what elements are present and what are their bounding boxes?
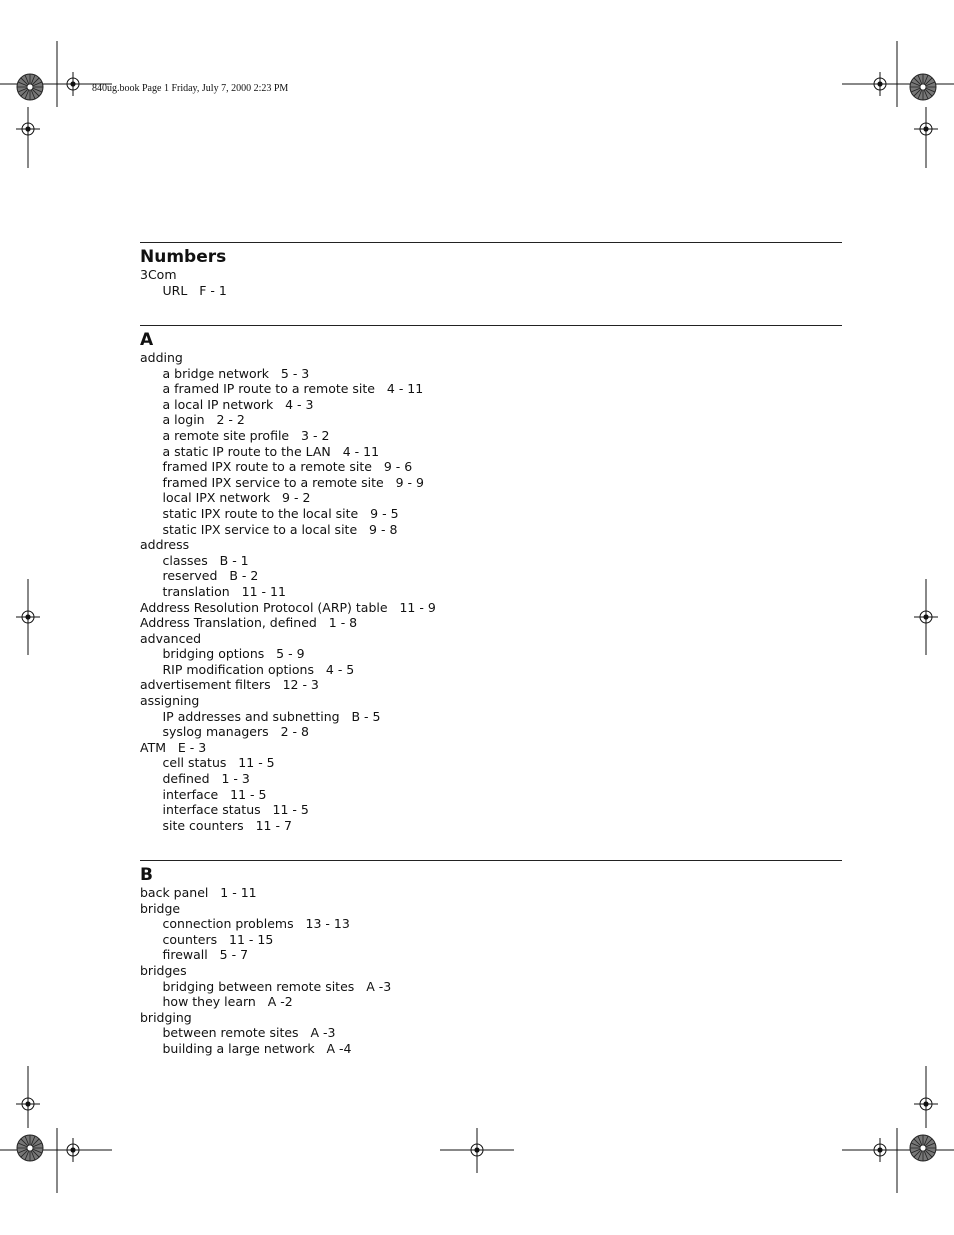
index-section-numbers <box>140 242 842 298</box>
registration-mark-icon <box>868 72 892 96</box>
index-subentry: static IPX service to a local site 9 - 8 <box>162 521 398 537</box>
index-subentry: RIP modification options 4 - 5 <box>162 661 355 677</box>
index-subentry: URL F - 1 <box>162 282 227 298</box>
index-entry: address <box>140 537 190 553</box>
index-subentry: defined 1 - 3 <box>162 771 250 787</box>
index-subentry: connection problems 13 - 13 <box>162 916 350 932</box>
registration-mark-icon <box>914 605 938 629</box>
section-rule <box>140 242 842 243</box>
entry-list <box>140 885 842 1057</box>
index-subentry: firewall 5 - 7 <box>162 947 249 963</box>
starburst-target-icon <box>17 74 43 100</box>
index-subentry: a framed IP route to a remote site 4 - 11 <box>162 381 424 397</box>
index-subentry: translation 11 - 11 <box>162 583 286 599</box>
index-subentry: how they learn A -2 <box>162 994 293 1010</box>
index-subentry: a bridge network 5 - 3 <box>162 365 310 381</box>
index-entry: advertisement filters 12 - 3 <box>140 677 319 693</box>
registration-mark-icon <box>61 72 85 96</box>
registration-mark-icon <box>16 1092 40 1116</box>
index-subentry: syslog managers 2 - 8 <box>162 724 309 740</box>
index-subentry: site counters 11 - 7 <box>162 817 292 833</box>
index-subentry: a remote site profile 3 - 2 <box>162 427 330 443</box>
index-entry: adding <box>140 350 183 365</box>
index-subentry: reserved B - 2 <box>162 568 259 584</box>
registration-mark-icon <box>914 1092 938 1116</box>
index-entry: bridging <box>140 1009 192 1025</box>
index-subentry: a local IP network 4 - 3 <box>162 396 314 412</box>
registration-mark-icon <box>868 1138 892 1162</box>
registration-mark-icon <box>465 1138 489 1162</box>
registration-mark-icon <box>914 117 938 141</box>
index-entry: advanced <box>140 630 202 646</box>
entry-list <box>140 267 842 298</box>
index-subentry: interface status 11 - 5 <box>162 802 309 818</box>
index-entry: 3Com <box>140 267 177 282</box>
index-subentry: framed IPX service to a remote site 9 - 9 <box>162 474 424 490</box>
index-subentry: local IPX network 9 - 2 <box>162 490 311 506</box>
index-subentry: classes B - 1 <box>162 552 249 568</box>
index-subentry: cell status 11 - 5 <box>162 755 275 771</box>
section-rule <box>140 860 842 861</box>
index-subentry: a static IP route to the LAN 4 - 11 <box>162 443 380 459</box>
index-section-a <box>140 325 842 833</box>
section-heading: Numbers <box>140 247 227 267</box>
index-entry: back panel 1 - 11 <box>140 885 257 900</box>
index-subentry: building a large network A -4 <box>162 1040 352 1056</box>
index-subentry: framed IPX route to a remote site 9 - 6 <box>162 459 413 475</box>
section-rule <box>140 325 842 326</box>
index-section-b <box>140 860 842 1057</box>
index-subentry: counters 11 - 15 <box>162 931 274 947</box>
index-subentry: IP addresses and subnetting B - 5 <box>162 708 381 724</box>
index-entry: ATM E - 3 <box>140 739 207 755</box>
index-subentry: between remote sites A -3 <box>162 1025 336 1041</box>
index-entry: Address Translation, defined 1 - 8 <box>140 615 358 631</box>
registration-mark-icon <box>16 605 40 629</box>
registration-mark-icon <box>16 117 40 141</box>
section-heading: A <box>140 330 154 350</box>
index-entry: assigning <box>140 693 200 709</box>
starburst-target-icon <box>17 1135 43 1161</box>
index-entry: bridge <box>140 900 181 916</box>
index-subentry: static IPX route to the local site 9 - 5 <box>162 505 399 521</box>
print-header-stamp: 840ug.book Page 1 Friday, July 7, 2000 2:23 PM <box>92 83 289 94</box>
registration-mark-icon <box>61 1138 85 1162</box>
index-entry: Address Resolution Protocol (ARP) table 11 - 9 <box>140 599 436 615</box>
starburst-target-icon <box>910 74 936 100</box>
index-entry: bridges <box>140 962 187 978</box>
index-subentry: interface 11 - 5 <box>162 786 267 802</box>
entry-list <box>140 350 842 833</box>
section-heading: B <box>140 865 153 885</box>
index-subentry: bridging options 5 - 9 <box>162 646 305 662</box>
index-subentry: bridging between remote sites A -3 <box>162 978 392 994</box>
starburst-target-icon <box>910 1135 936 1161</box>
index-subentry: a login 2 - 2 <box>162 412 245 428</box>
